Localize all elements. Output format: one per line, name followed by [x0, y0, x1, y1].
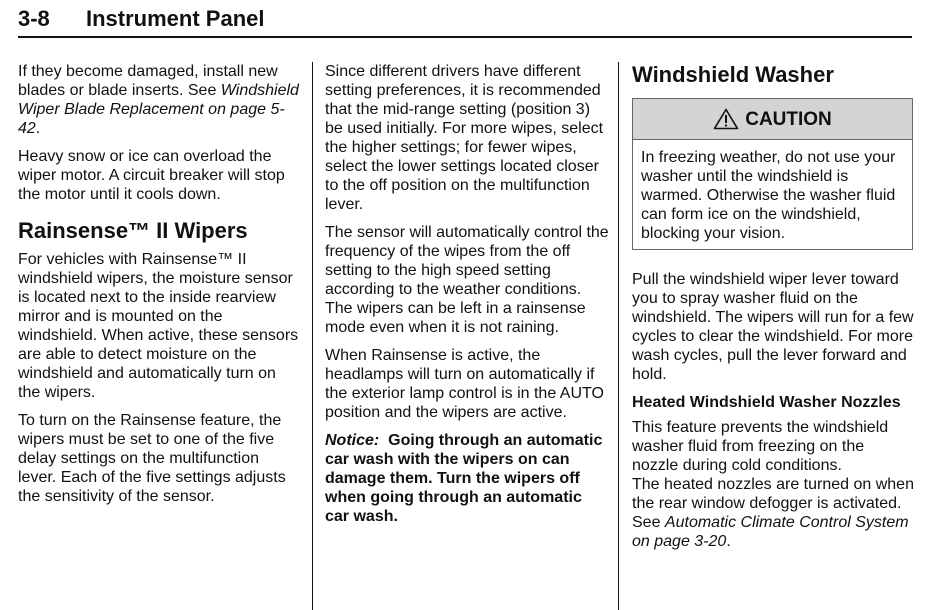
text: If they become damaged, install new blades or blade inserts. See [18, 63, 278, 99]
column-divider-2 [618, 62, 619, 610]
caution-header [633, 99, 912, 140]
column-divider-1 [312, 62, 313, 610]
paragraph-heated-nozzles [632, 475, 914, 551]
paragraph-rainsense-turn-on: To turn on the Rainsense feature, the wipers must be set to one of the five delay settings on the multifunction lever. Each of the five settings adjusts the sensitivity of the sensor. [18, 412, 286, 505]
paragraph-washer-operation: Pull the windshield wiper lever toward you to spray washer fluid on the windshield. The wipers will run for a few cycles to clear the windshield. For more wash cycles, pull the lever forward and hold. [632, 271, 914, 383]
heading-windshield-washer: Windshield Washer [632, 62, 834, 87]
text: . [726, 533, 731, 550]
caution-box [632, 98, 913, 250]
paragraph-rainsense-sensor: For vehicles with Rainsense™ II windshield wipers, the moisture sensor is located next to the inside rearview mirror and is mounted on the windshield. When active, these sensors are able to detect moisture on the windshield and automatically turn on the wipers. [18, 251, 299, 401]
caution-body [633, 140, 912, 249]
warning-triangle-icon [713, 108, 739, 130]
notice-text: Going through an automatic car wash with the wipers on can damage them. Turn the wipers off when going through an automatic car wash. [325, 432, 603, 525]
cross-reference-link[interactable]: Windshield Wiper Blade Replacement on page 5-42 [18, 82, 299, 137]
paragraph-sensor-control: The sensor will automatically control the frequency of the wipes from the off setting to the high speed setting according to the weather conditions. The wipers can be left in a rainsense mode even when it is not raining. [325, 224, 609, 336]
column-3 [632, 62, 914, 560]
caution-text: In freezing weather, do not use your washer until the windshield is warmed. Otherwise the washer fluid can form ice on the windshield, blocking your vision. [641, 149, 896, 242]
text: . [35, 120, 41, 137]
notice-label: Notice: [325, 432, 380, 449]
paragraph-setting-preferences: Since different drivers have different setting preferences, it is recommended that the mid-range setting (position 3) be used initially. For more wipes, select the higher settings; for fewer wipes, select the lower settings located closer to the off position on the multifunction lever. [325, 63, 604, 213]
section-title: Instrument Panel [86, 6, 265, 31]
paragraph-headlamps: When Rainsense is active, the headlamps will turn on automatically if the exterior lamp control is in the AUTO position and the wipers are active. [325, 347, 604, 421]
paragraph-nozzle-feature: This feature prevents the windshield washer fluid from freezing on the nozzle during cold conditions. [632, 419, 889, 474]
notice-car-wash [325, 431, 610, 526]
caution-title: CAUTION [745, 108, 832, 130]
column-2 [325, 62, 610, 535]
paragraph-overload: Heavy snow or ice can overload the wiper motor. A circuit breaker will stop the motor until it cools down. [18, 148, 285, 203]
paragraph-blade-replacement [18, 62, 300, 138]
heading-rainsense: Rainsense™ II Wipers [18, 218, 248, 243]
text: The heated nozzles are turned on when the rear window defogger is activated. See [632, 476, 914, 531]
page-number: 3-8 [18, 6, 50, 31]
page-header [18, 6, 912, 38]
cross-reference-link[interactable]: Automatic Climate Control System on page 3-20 [632, 514, 909, 550]
subheading-heated-nozzles: Heated Windshield Washer Nozzles [632, 394, 901, 411]
column-1 [18, 62, 300, 515]
